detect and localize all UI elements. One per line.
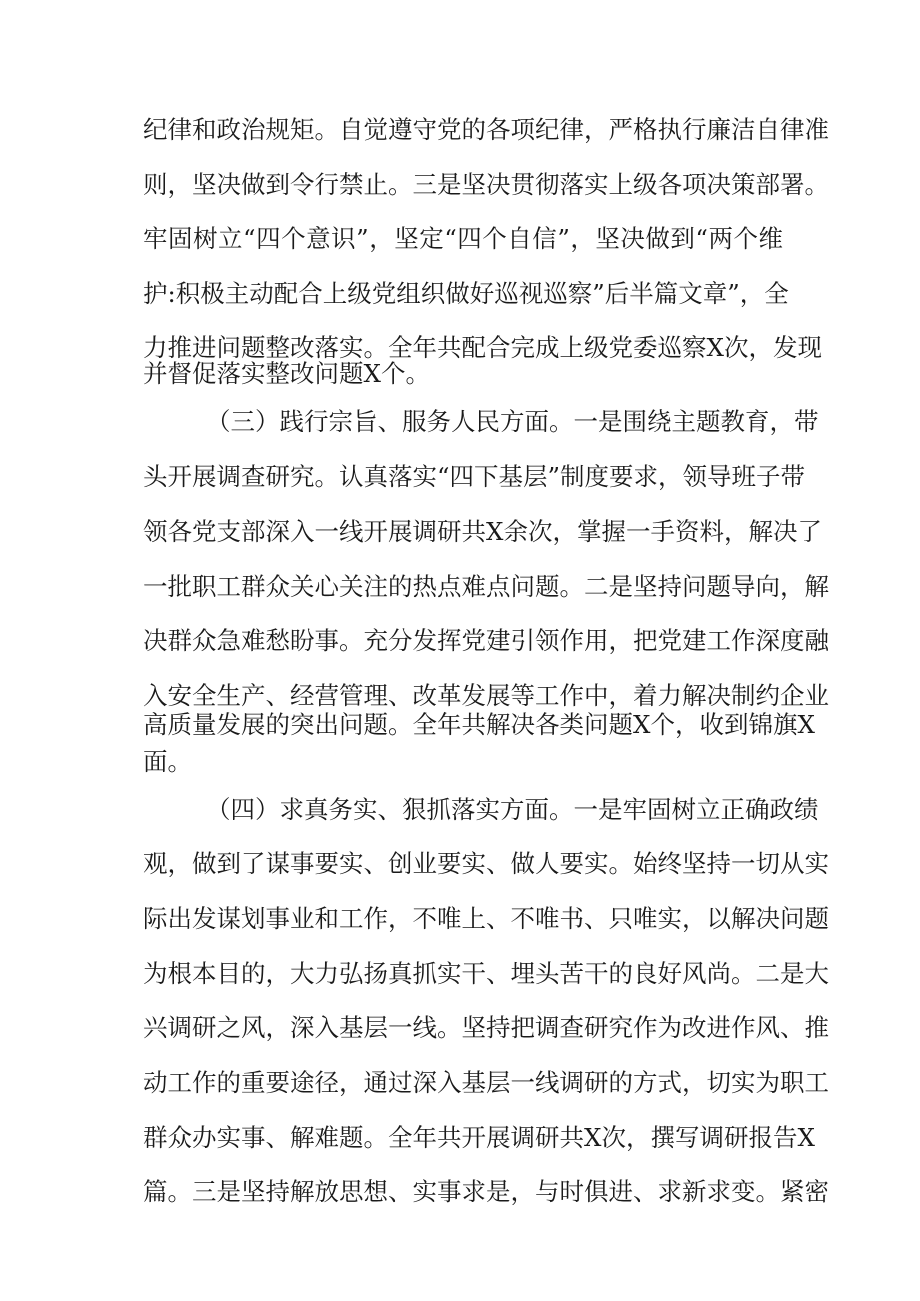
text-line: 群众办实事、解难题。全年共开展调研共X次，撰写调研报告X — [143, 1123, 815, 1152]
text-line: 动工作的重要途径，通过深入基层一线调研的方式，切实为职工 — [143, 1068, 829, 1097]
text-line: 面。 — [143, 747, 192, 776]
text-line: 高质量发展的突出问题。全年共解决各类问题X个，收到锦旗X — [143, 710, 815, 739]
text-line: 牢固树立“四个意识”，坚定“四个自信”，坚决做到“两个维 — [143, 224, 783, 253]
text-line: 领各党支部深入一线开展调研共X余次，掌握一手资料，解决了 — [143, 517, 822, 546]
text-line: 决群众急难愁盼事。充分发挥党建引领作用，把党建工作深度融 — [143, 626, 829, 655]
text-line: 篇。三是坚持解放思想、实事求是，与时俱进、求新求变。紧密 — [143, 1177, 829, 1206]
text-line: 则，坚决做到令行禁止。三是坚决贯彻落实上级各项决策部署。 — [143, 170, 829, 199]
text-line: 头开展调查研究。认真落实“四下基层”制度要求，领导班子带 — [143, 462, 806, 491]
text-line: 力推进问题整改落实。全年共配合完成上级党委巡察X次，发现 — [143, 333, 822, 362]
text-line: 观，做到了谋事要实、创业要实、做人要实。始终坚持一切从实 — [143, 849, 829, 878]
text-line: 兴调研之风，深入基层一线。坚持把调查研究作为改进作风、推 — [143, 1013, 829, 1042]
text-line: 际出发谋划事业和工作，不唯上、不唯书、只唯实，以解决问题 — [143, 904, 829, 933]
paragraph-heading-line: （四）求真务实、狠抓落实方面。一是牢固树立正确政绩 — [206, 795, 819, 824]
text-line: 一批职工群众关心关注的热点难点问题。二是坚持问题导向，解 — [143, 572, 829, 601]
text-line: 并督促落实整改问题X个。 — [143, 359, 430, 388]
paragraph-heading-line: （三）践行宗旨、服务人民方面。一是围绕主题教育，带 — [206, 407, 819, 436]
text-line: 护:积极主动配合上级党组织做好巡视巡察”后半篇文章”，全 — [143, 279, 789, 308]
text-line: 纪律和政治规矩。自觉遵守党的各项纪律，严格执行廉洁自律准 — [143, 115, 829, 144]
text-line: 为根本目的，大力弘扬真抓实干、埋头苦干的良好风尚。二是大 — [143, 959, 829, 988]
text-line: 入安全生产、经营管理、改革发展等工作中，着力解决制约企业 — [143, 681, 829, 710]
